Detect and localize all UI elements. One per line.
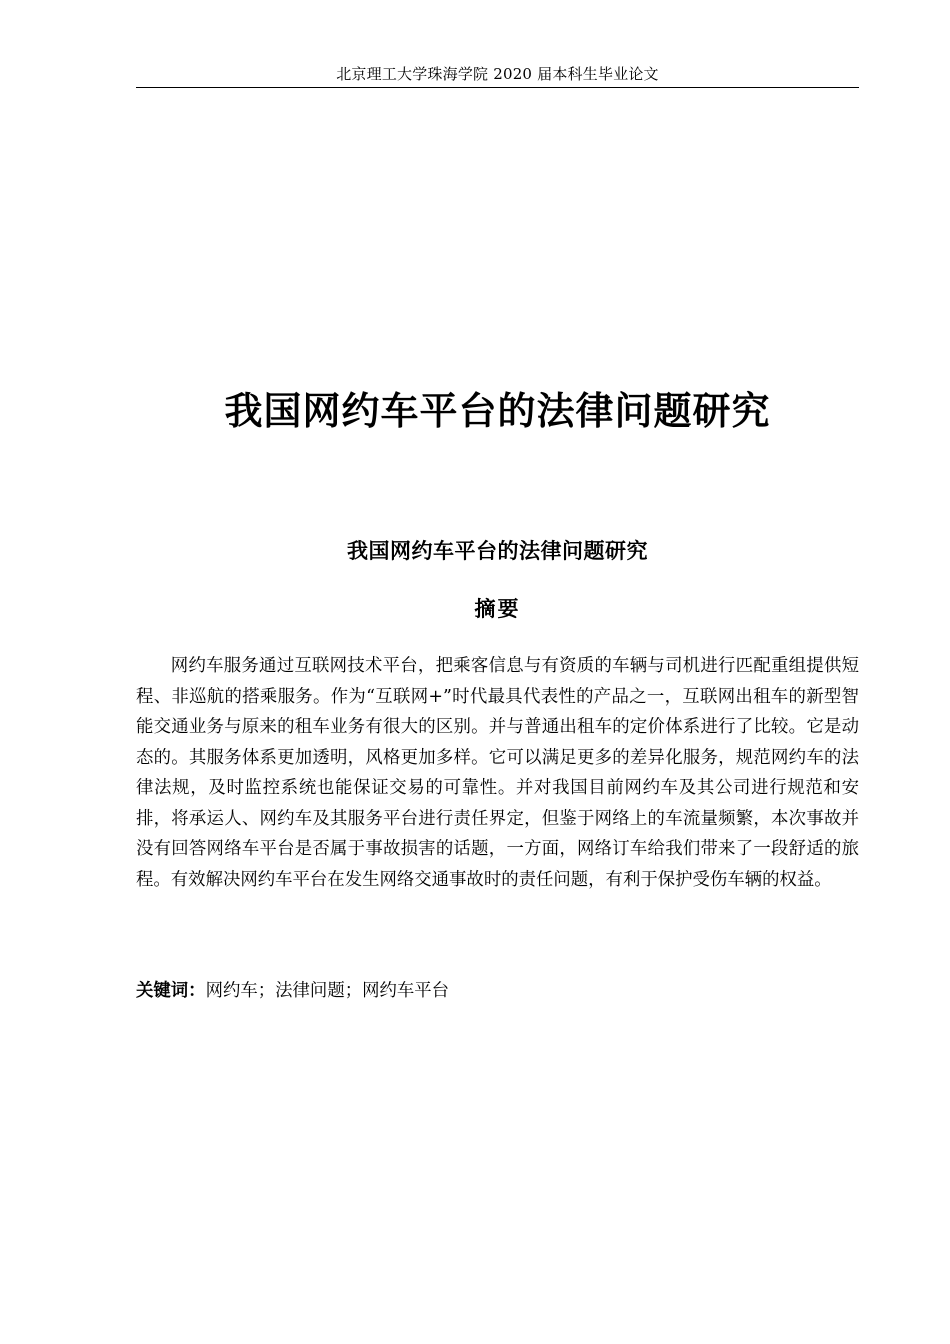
thesis-title: 我国网约车平台的法律问题研究 <box>224 389 771 433</box>
abstract-heading: 摘要 <box>474 597 521 621</box>
header-rule <box>136 87 859 88</box>
abstract-paragraph: 网约车服务通过互联网技术平台，把乘客信息与有资质的车辆与司机进行匹配重组提供短程、非巡航的搭乘服务。作为“互联网+”时代最具代表性的产品之一，互联网出租车的新型智能交通业务与原来的租车业务有很大的区别。并与普通出租车的定价体系进行了比较。它是动态的。其服务体系更加透明，风格更加多样。它可以满足更多的差异化服务，规范网约车的法律法规，及时监控系统也能保证交易的可靠性。并对我国目前网约车及其公司进行规范和安排，将承运人、网约车及其服务平台进行责任界定，但鉴于网络上的车流量频繁，本次事故并没有回答网络车平台是否属于事故损害的话题，一方面，网络订车给我们带来了一段舒适的旅程。有效解决网约车平台在发生网络交通事故时的责任问题，有利于保护受伤车辆的权益。 <box>136 656 859 890</box>
abstract-title: 我国网约车平台的法律问题研究 <box>347 539 648 563</box>
abstract-body <box>136 651 859 895</box>
running-header: 北京理工大学珠海学院 2020 届本科生毕业论文 <box>336 65 659 83</box>
keywords-label: 关键词： <box>136 981 206 1001</box>
keywords-value: 网约车；法律问题；网约车平台 <box>205 981 450 1001</box>
keywords-line <box>136 976 859 1006</box>
